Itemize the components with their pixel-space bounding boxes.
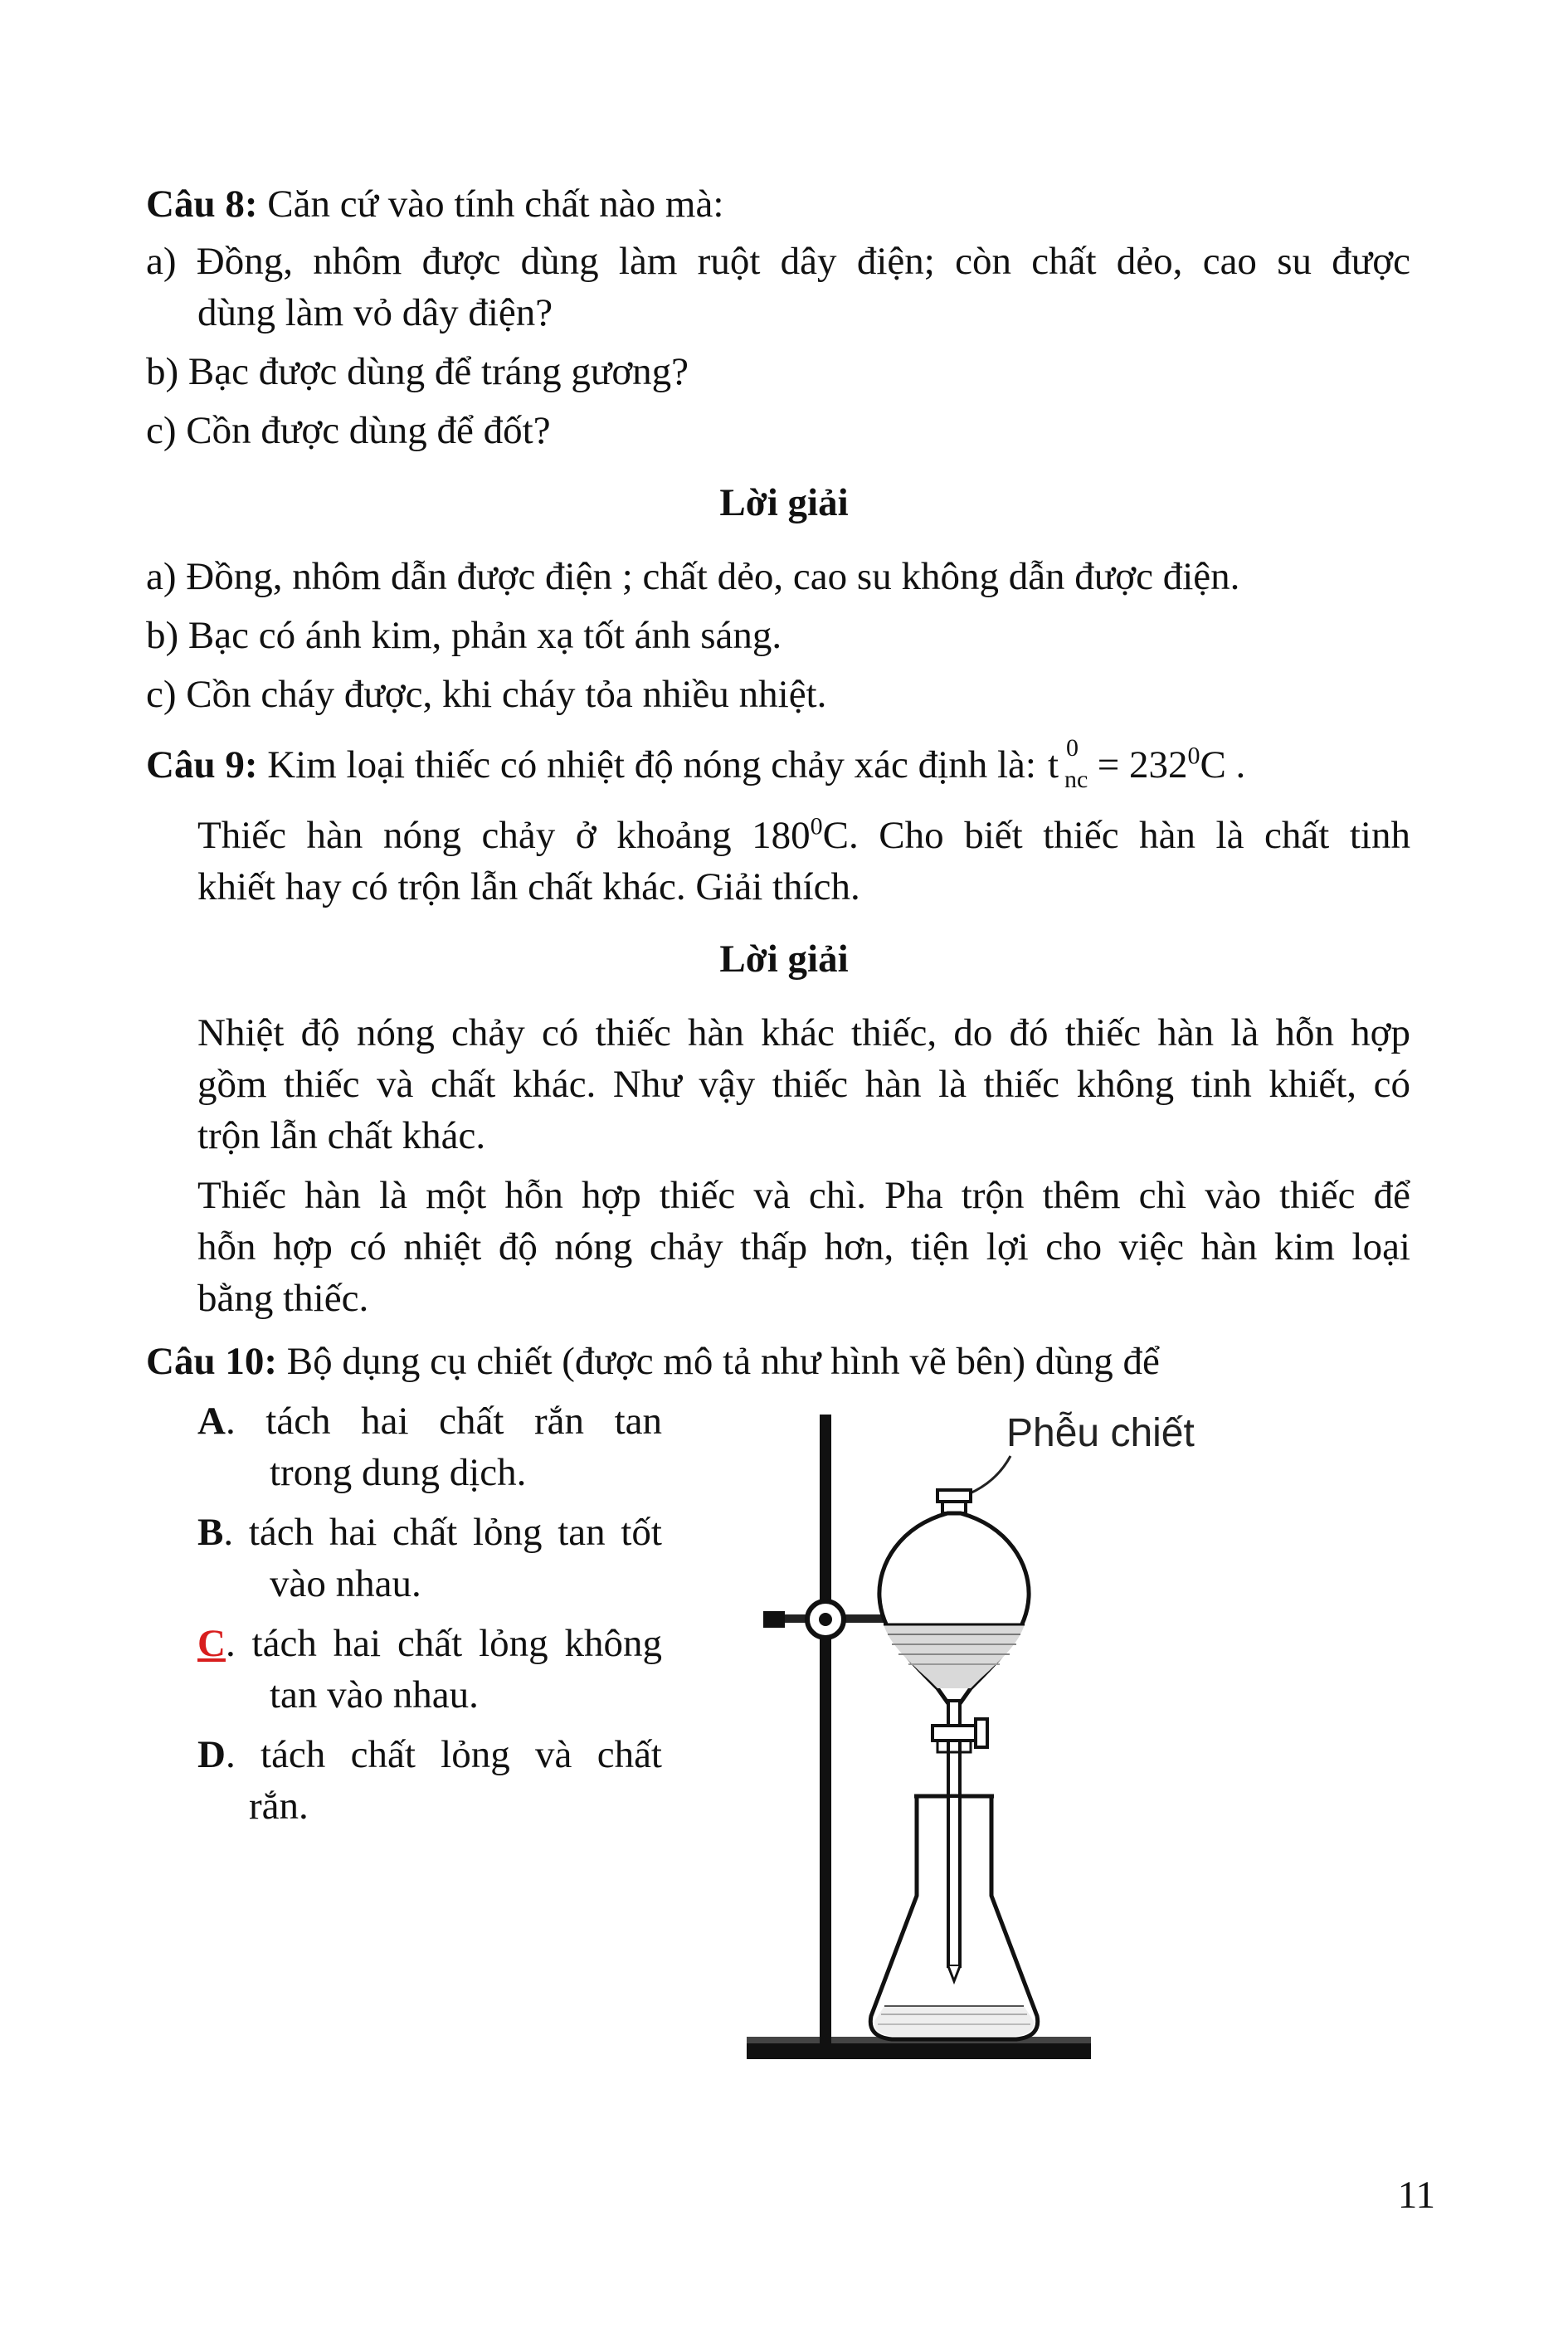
flask-liquid bbox=[874, 2006, 1034, 2036]
option-a-line1: A. tách hai chất rắn tan bbox=[197, 1400, 662, 1443]
solution-9-p2-line2: hỗn hợp có nhiệt độ nóng chảy thấp hơn, tiện lợi cho việc hàn kim loại bbox=[197, 1225, 1410, 1269]
question-8-a-line2: dùng làm vỏ dây điện? bbox=[197, 291, 553, 334]
question-8-label: Câu 8: bbox=[146, 183, 258, 226]
solution-8-heading: Lời giải bbox=[719, 481, 849, 524]
question-9-line2: Thiếc hàn nóng chảy ở khoảng $180^0C$. Cho biết thiếc hàn là chất tinh bbox=[197, 812, 1410, 857]
solution-8-b: b) Bạc có ánh kim, phản xạ tốt ánh sáng. bbox=[146, 614, 782, 657]
solution-9-p1-line2: gồm thiếc và chất khác. Như vậy thiếc hàn là thiếc không tinh khiết, có bbox=[197, 1063, 1410, 1106]
option-d-line2: rắn. bbox=[249, 1785, 309, 1828]
question-8-b: b) Bạc được dùng để tráng gương? bbox=[146, 350, 689, 393]
question-8-text: Căn cứ vào tính chất nào mà: bbox=[257, 183, 724, 226]
option-a-line2: trong dung dịch. bbox=[270, 1451, 527, 1494]
solution-9-p2-line3: bằng thiếc. bbox=[197, 1277, 369, 1320]
option-b-line1: B. tách hai chất lỏng tan tốt bbox=[197, 1511, 662, 1554]
question-9 bbox=[146, 734, 1246, 793]
separating-funnel-figure bbox=[730, 1394, 1261, 2082]
solution-9-p1-line3: trộn lẫn chất khác. bbox=[197, 1114, 486, 1157]
question-8-c: c) Cồn được dùng để đốt? bbox=[146, 409, 551, 452]
option-b-line2: vào nhau. bbox=[270, 1562, 421, 1605]
option-d-line1: D. tách chất lỏng và chất bbox=[197, 1733, 662, 1776]
correct-answer-marker: C bbox=[197, 1622, 226, 1665]
question-10-text: Bộ dụng cụ chiết (được mô tả như hình vẽ bên) dùng để bbox=[276, 1340, 1160, 1383]
question-9-line3: khiết hay có trộn lẫn chất khác. Giải thích. bbox=[197, 865, 860, 908]
option-c-line2: tan vào nhau. bbox=[270, 1673, 479, 1717]
question-10 bbox=[146, 1336, 1160, 1387]
stopcock bbox=[933, 1726, 976, 1741]
question-9-label: Câu 9: bbox=[146, 743, 258, 786]
question-10-label: Câu 10: bbox=[146, 1340, 277, 1383]
funnel-stopper bbox=[937, 1490, 971, 1502]
question-8 bbox=[146, 178, 723, 230]
question-8-a-line1: a) Đồng, nhôm được dùng làm ruột dây điện; còn chất dẻo, cao su được bbox=[146, 240, 1410, 283]
page-number: 11 bbox=[1397, 2174, 1435, 2217]
solution-9-p1-line1: Nhiệt độ nóng chảy có thiếc hàn khác thiếc, do đó thiếc hàn là hỗn hợp bbox=[197, 1011, 1410, 1054]
stand-base bbox=[747, 2043, 1091, 2059]
solution-9-p2-line1: Thiếc hàn là một hỗn hợp thiếc và chì. Pha trộn thêm chì vào thiếc để bbox=[197, 1174, 1410, 1217]
option-c-line1: C. tách hai chất lỏng không bbox=[197, 1622, 662, 1665]
melting-point-formula: t 0 nc = $232^0C$ . bbox=[1047, 734, 1246, 793]
solution-8-a: a) Đồng, nhôm dẫn được điện ; chất dẻo, cao su không dẫn được điện. bbox=[146, 555, 1240, 598]
stand-rod bbox=[820, 1415, 831, 2045]
solution-8-c: c) Cồn cháy được, khi cháy tỏa nhiều nhiệt. bbox=[146, 673, 827, 716]
solution-9-heading: Lời giải bbox=[719, 937, 849, 981]
question-9-text: Kim loại thiếc có nhiệt độ nóng chảy xác định là: bbox=[257, 743, 1036, 786]
figure-label: Phễu chiết bbox=[1006, 1411, 1195, 1455]
